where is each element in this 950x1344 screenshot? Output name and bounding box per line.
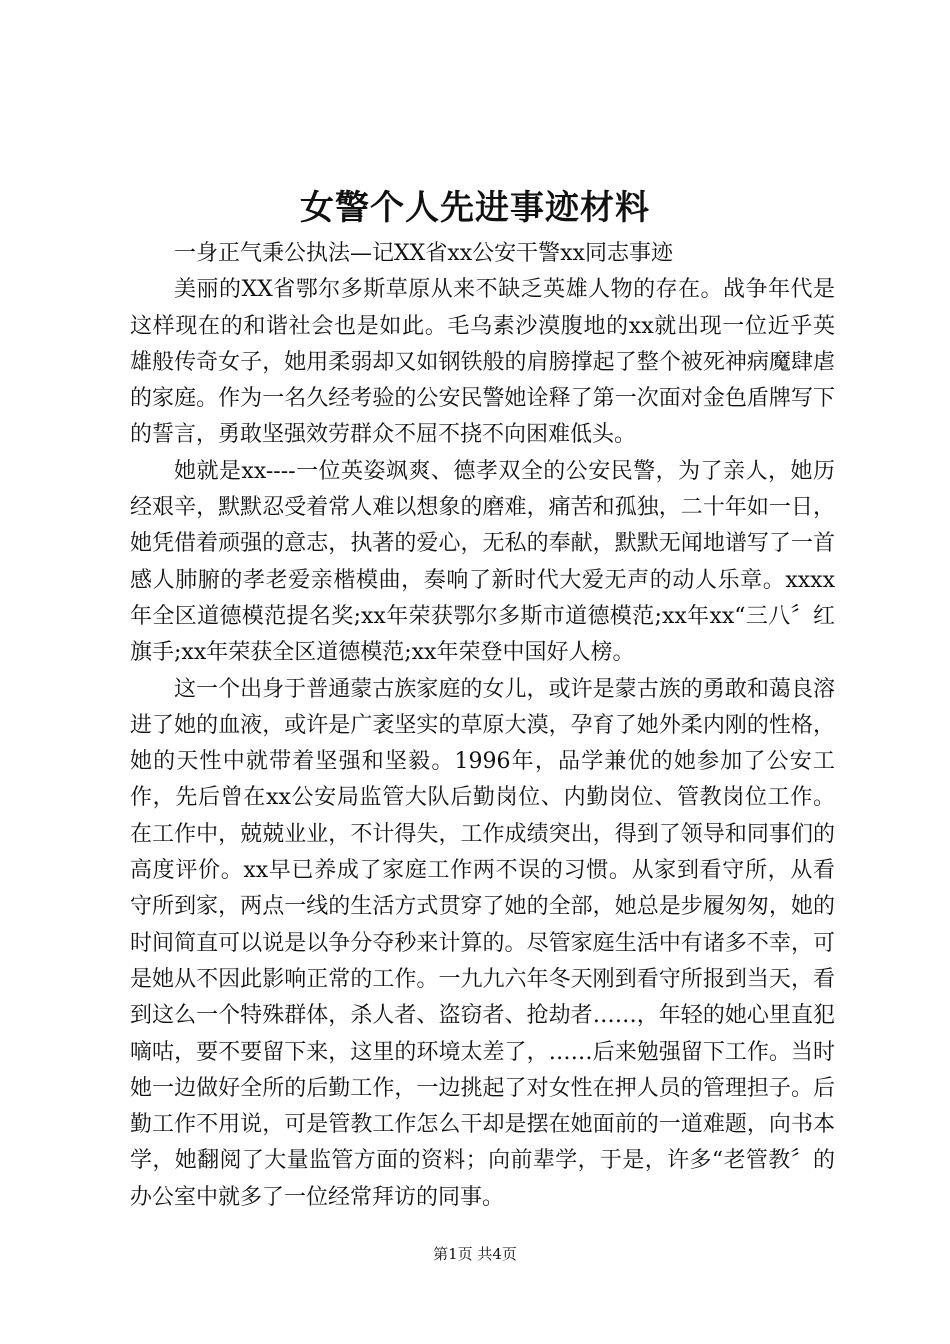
paragraph: 这一个出身于普通蒙古族家庭的女儿，或许是蒙古族的勇敢和蔼良溶进了她的血液，或许是广袤坚实的草原大漠，孕育了她外柔内刚的性格，她的天性中就带着坚强和坚毅。1996年，品学兼优的她参加了公安工作，先后曾在xx公安局监管大队后勤岗位、内勤岗位、管教岗位工作。在工作中，兢兢业业，不计得失，工作成绩突出，得到了领导和同事们的高度评价。xx早已养成了家庭工作两不误的习惯。从家到看守所，从看守所到家，两点一线的生活方式贯穿了她的全部，她总是步履匆匆，她的时间简直可以说是以争分夺秒来计算的。尽管家庭生活中有诸多不幸，可是她从不因此影响正常的工作。一九九六年冬天刚到看守所报到当天，看到这么一个特殊群体，杀人者、盗窃者、抢劫者……，年轻的她心里直犯嘀咕，要不要留下来，这里的环境太差了，……后来勉强留下工作。当时她一边做好全所的后勤工作，一边挑起了对女性在押人员的管理担子。后勤工作不用说，可是管教工作怎么干却是摆在她面前的一道难题，向书本学，她翻阅了大量监管方面的资料；向前辈学，于是，许多“老管教〞的办公室中就多了一位经常拜访的同事。 [130, 676, 835, 1210]
document-title: 女警个人先进事迹材料 [300, 188, 650, 228]
paragraph: 她就是xx----一位英姿飒爽、德孝双全的公安民警，为了亲人，她历经艰辛，默默忍受着常人难以想象的磨难，痛苦和孤独，二十年如一日，她凭借着顽强的意志，执著的爱心，无私的奉献，默默无闻地谱写了一首感人肺腑的孝老爱亲楷模曲，奏响了新时代大爱无声的动人乐章。xxxx年全区道德模范提名奖;xx年荣获鄂尔多斯市道德模范;xx年xx“三八〞红旗手;xx年荣获全区道德模范;xx年荣登中国好人榜。 [130, 458, 835, 666]
paragraph: 美丽的XX省鄂尔多斯草原从来不缺乏英雄人物的存在。战争年代是这样现在的和谐社会也是如此。毛乌素沙漠腹地的xx就出现一位近乎英雄般传奇女子，她用柔弱却又如钢铁般的肩膀撑起了整个被死神病魔肆虐的家庭。作为一名久经考验的公安民警她诠释了第一次面对金色盾牌写下的誓言，勇敢坚强效劳群众不屈不挠不向困难低头。 [130, 277, 835, 448]
document-subtitle: 一身正气秉公执法—记XX省xx公安干警xx同志事迹 [174, 241, 673, 266]
page-number-footer: 第1页 共4页 [433, 1245, 517, 1263]
document-body [130, 236, 835, 1216]
